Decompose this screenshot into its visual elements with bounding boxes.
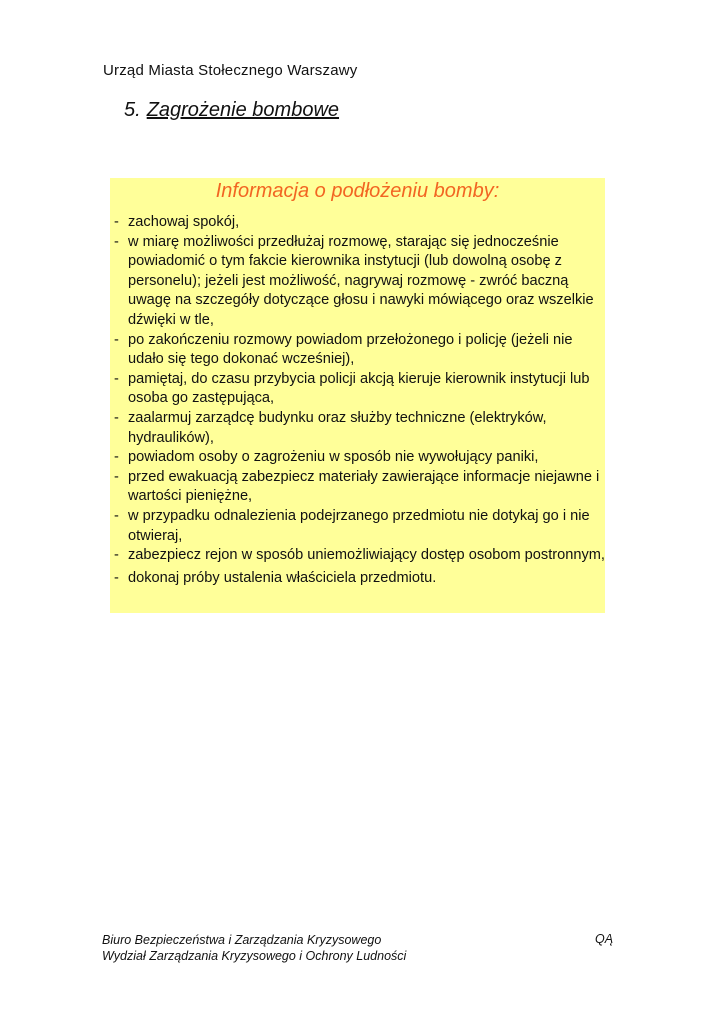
list-item bbox=[114, 409, 606, 448]
list-item-text: po zakończeniu rozmowy powiadom przełożonego i policję (jeżeli nie udało się tego dokonać wcześniej), bbox=[128, 331, 573, 368]
footer-department: Wydział Zarządzania Kryzysowego i Ochrony Ludności bbox=[102, 949, 407, 963]
info-box-title: Informacja o podłożeniu bomby: bbox=[215, 180, 500, 202]
list-item bbox=[114, 507, 606, 546]
list-dash: - bbox=[114, 569, 119, 586]
list-item-text: dokonaj próby ustalenia właściciela przedmiotu. bbox=[128, 569, 437, 586]
list-dash: - bbox=[114, 233, 119, 250]
list-item bbox=[114, 370, 606, 409]
list-dash: - bbox=[114, 547, 119, 564]
list-item-text: w przypadku odnalezienia podejrzanego przedmiotu nie dotykaj go i nie otwieraj, bbox=[128, 507, 590, 544]
list-dash: - bbox=[114, 468, 119, 485]
list-item bbox=[114, 213, 606, 233]
list-item bbox=[114, 448, 606, 468]
list-item bbox=[114, 546, 606, 566]
footer-initials: QĄ bbox=[595, 932, 614, 946]
list-item-text: w miarę możliwości przedłużaj rozmowę, starając się jednocześnie powiadomić o tym fakcie kierownika instytucji (lub dowolną osobę z personelu); jeżeli jest możliwość, nagrywaj rozmowę - zwróć baczną uwagę na szczegóły dotyczące głosu i nawyki mówiącego oraz wszelkie dźwięki w tle, bbox=[128, 233, 594, 328]
list-dash: - bbox=[114, 370, 119, 387]
list-item-text: pamiętaj, do czasu przybycia policji akcją kieruje kierownik instytucji lub osoba go zastępująca, bbox=[128, 370, 590, 407]
list-item bbox=[114, 569, 606, 589]
list-item bbox=[114, 331, 606, 370]
list-item-text: powiadom osoby o zagrożeniu w sposób nie wywołujący paniki, bbox=[128, 449, 539, 466]
document-header: Urząd Miasta Stołecznego Warszawy bbox=[103, 62, 358, 79]
list-item-text: przed ewakuacją zabezpiecz materiały zawierające informacje niejawne i wartości pieniężne, bbox=[128, 468, 600, 505]
section-heading bbox=[124, 99, 339, 122]
list-item-text: zabezpiecz rejon w sposób uniemożliwiający dostęp osobom postronnym, bbox=[128, 547, 605, 564]
list-dash: - bbox=[114, 331, 119, 348]
list-dash: - bbox=[114, 409, 119, 426]
list-item-text: zaalarmuj zarządcę budynku oraz służby techniczne (elektryków, hydraulików), bbox=[128, 409, 547, 446]
instructions-list bbox=[114, 213, 606, 588]
info-box bbox=[110, 178, 605, 613]
list-dash: - bbox=[114, 507, 119, 524]
section-title: Zagrożenie bombowe bbox=[146, 99, 340, 121]
section-number: 5. bbox=[124, 99, 141, 121]
document-footer bbox=[102, 932, 406, 964]
list-item bbox=[114, 233, 606, 331]
list-dash: - bbox=[114, 449, 119, 466]
list-item-text: zachowaj spokój, bbox=[128, 214, 240, 230]
list-dash: - bbox=[114, 214, 119, 230]
footer-office: Biuro Bezpieczeństwa i Zarządzania Kryzysowego bbox=[102, 933, 382, 947]
list-item bbox=[114, 468, 606, 507]
